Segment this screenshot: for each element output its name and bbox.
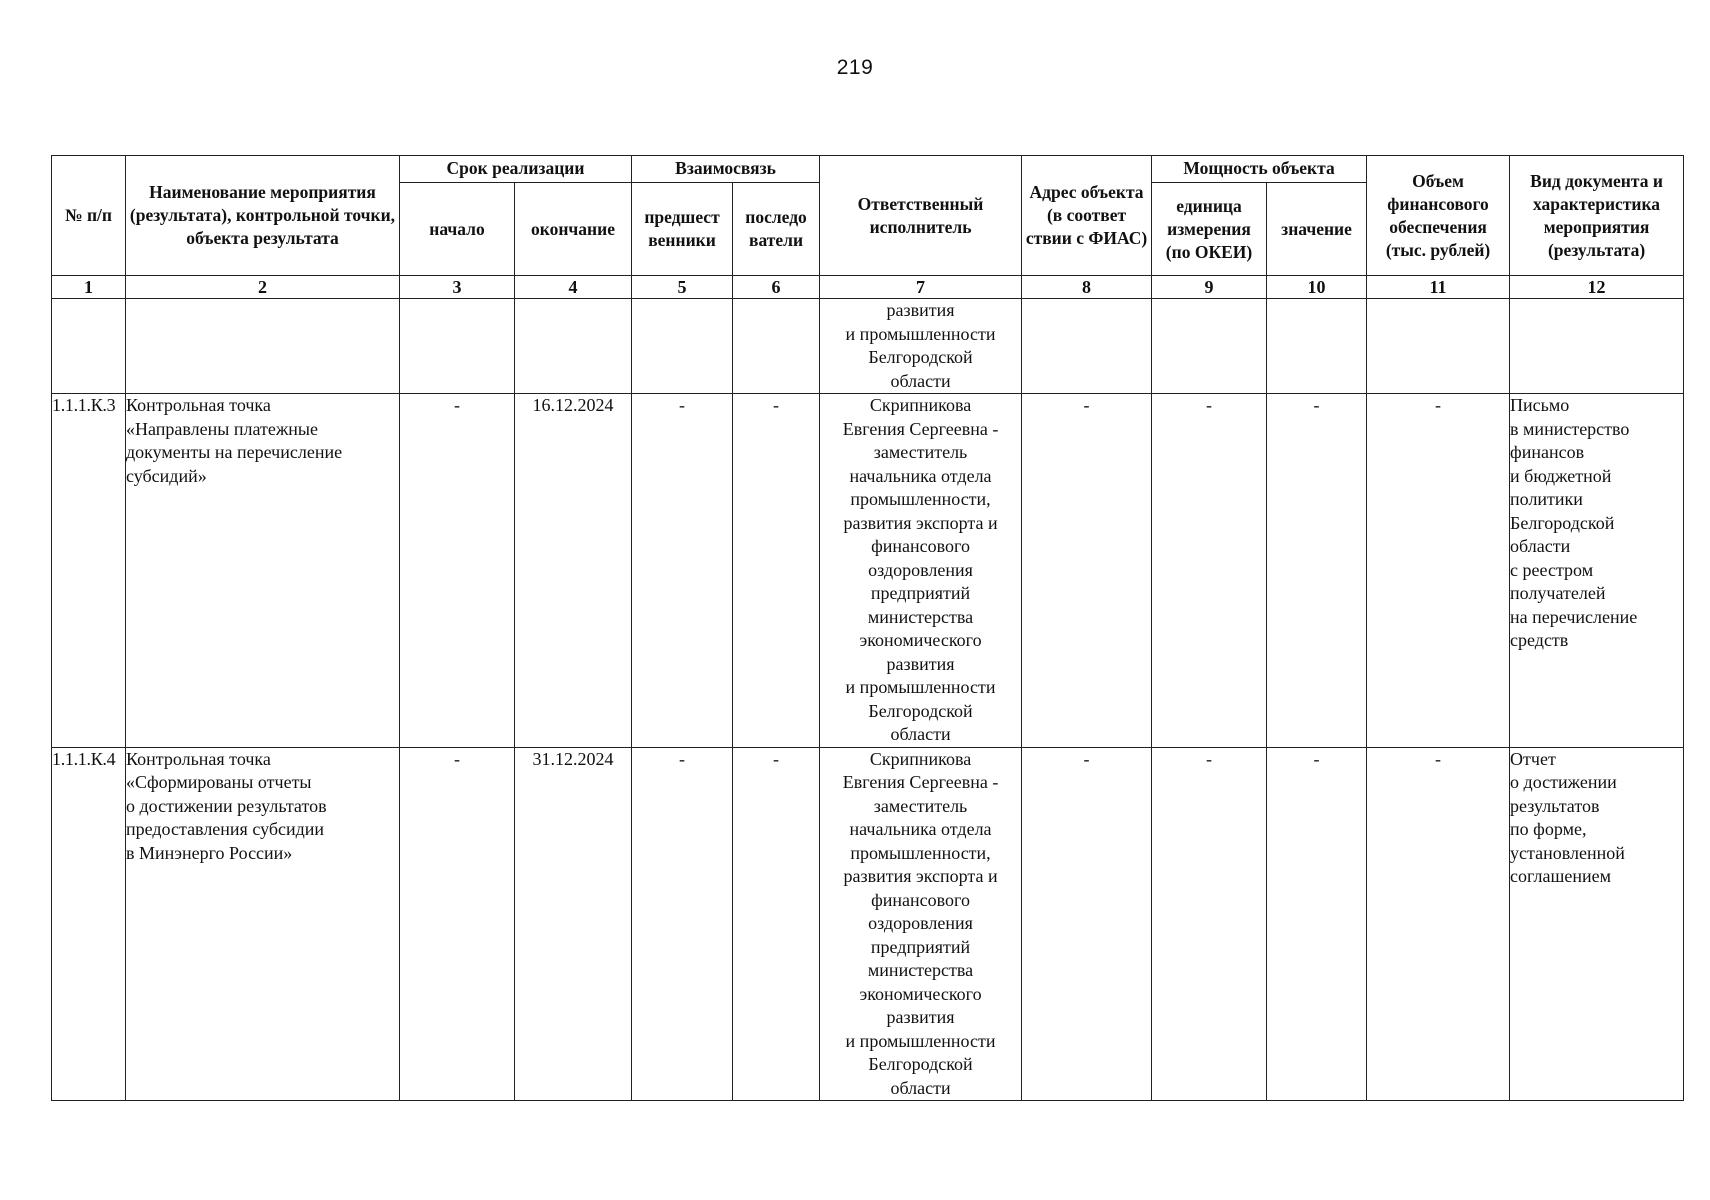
header-responsible: Ответственный исполнитель xyxy=(820,156,1022,276)
cell-pred xyxy=(632,299,733,394)
cell-value: - xyxy=(1267,747,1367,1101)
cell-start xyxy=(400,299,515,394)
cell-pred: - xyxy=(632,394,733,748)
page-number: 219 xyxy=(836,56,874,79)
cell-name xyxy=(126,299,400,394)
cell-responsible: развития и промышленности Белгородской области xyxy=(820,299,1022,394)
header-doc-type: Вид документа и характеристика мероприятия (результата) xyxy=(1510,156,1684,276)
cell-num xyxy=(52,299,126,394)
header-capacity-unit: единица измерения (по ОКЕИ) xyxy=(1152,183,1267,276)
cell-end: 31.12.2024 xyxy=(515,747,632,1101)
cell-responsible: Скрипникова Евгения Сергеевна - заместитель начальника отдела промышленности, развития экспорта и финансового оздоровления предприятий министерства экономического развития и промышленности Белгородской области xyxy=(820,747,1022,1101)
cell-address xyxy=(1022,299,1152,394)
cell-end xyxy=(515,299,632,394)
cell-num: 1.1.1.К.3 xyxy=(52,394,126,748)
cell-name: Контрольная точка «Направлены платежные документы на перечисление субсидий» xyxy=(126,394,400,748)
header-link-pred: предшест венники xyxy=(632,183,733,276)
header-link-group: Взаимосвязь xyxy=(632,156,820,183)
cell-next: - xyxy=(733,394,820,748)
cell-pred: - xyxy=(632,747,733,1101)
column-number: 2 xyxy=(126,276,400,299)
cell-unit: - xyxy=(1152,747,1267,1101)
cell-finance: - xyxy=(1367,747,1510,1101)
column-number: 10 xyxy=(1267,276,1367,299)
column-number: 9 xyxy=(1152,276,1267,299)
header-term-end: окончание xyxy=(515,183,632,276)
column-number: 5 xyxy=(632,276,733,299)
column-number: 12 xyxy=(1510,276,1684,299)
column-number: 4 xyxy=(515,276,632,299)
header-capacity-value: значение xyxy=(1267,183,1367,276)
cell-address: - xyxy=(1022,394,1152,748)
header-finance: Объем финансового обеспечения (тыс. рублей) xyxy=(1367,156,1510,276)
header-address: Адрес объекта (в соответ ствии с ФИАС) xyxy=(1022,156,1152,276)
header-term-start: начало xyxy=(400,183,515,276)
table-row xyxy=(52,747,1684,1101)
header-num: № п/п xyxy=(52,156,126,276)
cell-value xyxy=(1267,299,1367,394)
column-number: 1 xyxy=(52,276,126,299)
cell-responsible: Скрипникова Евгения Сергеевна - заместитель начальника отдела промышленности, развития экспорта и финансового оздоровления предприятий министерства экономического развития и промышленности Белгородской области xyxy=(820,394,1022,748)
column-number: 11 xyxy=(1367,276,1510,299)
column-number: 8 xyxy=(1022,276,1152,299)
cell-value: - xyxy=(1267,394,1367,748)
header-name: Наименование мероприятия (результата), контрольной точки, объекта результата xyxy=(126,156,400,276)
cell-doc: Письмо в министерство финансов и бюджетной политики Белгородской области с реестром получателей на перечисление средств xyxy=(1510,394,1684,748)
cell-doc xyxy=(1510,299,1684,394)
cell-num: 1.1.1.К.4 xyxy=(52,747,126,1101)
header-link-next: последо ватели xyxy=(733,183,820,276)
column-number: 7 xyxy=(820,276,1022,299)
cell-doc: Отчет о достижении результатов по форме, установленной соглашением xyxy=(1510,747,1684,1101)
cell-name: Контрольная точка «Сформированы отчеты о достижении результатов предоставления субсидии в Минэнерго России» xyxy=(126,747,400,1101)
cell-start: - xyxy=(400,394,515,748)
cell-unit xyxy=(1152,299,1267,394)
cell-finance xyxy=(1367,299,1510,394)
plan-table xyxy=(51,155,1684,1101)
cell-start: - xyxy=(400,747,515,1101)
header-term-group: Срок реализации xyxy=(400,156,632,183)
table-row xyxy=(52,299,1684,394)
column-number: 6 xyxy=(733,276,820,299)
cell-unit: - xyxy=(1152,394,1267,748)
cell-finance: - xyxy=(1367,394,1510,748)
cell-end: 16.12.2024 xyxy=(515,394,632,748)
column-number: 3 xyxy=(400,276,515,299)
cell-next xyxy=(733,299,820,394)
cell-address: - xyxy=(1022,747,1152,1101)
cell-next: - xyxy=(733,747,820,1101)
table-row xyxy=(52,394,1684,748)
header-capacity-group: Мощность объекта xyxy=(1152,156,1367,183)
